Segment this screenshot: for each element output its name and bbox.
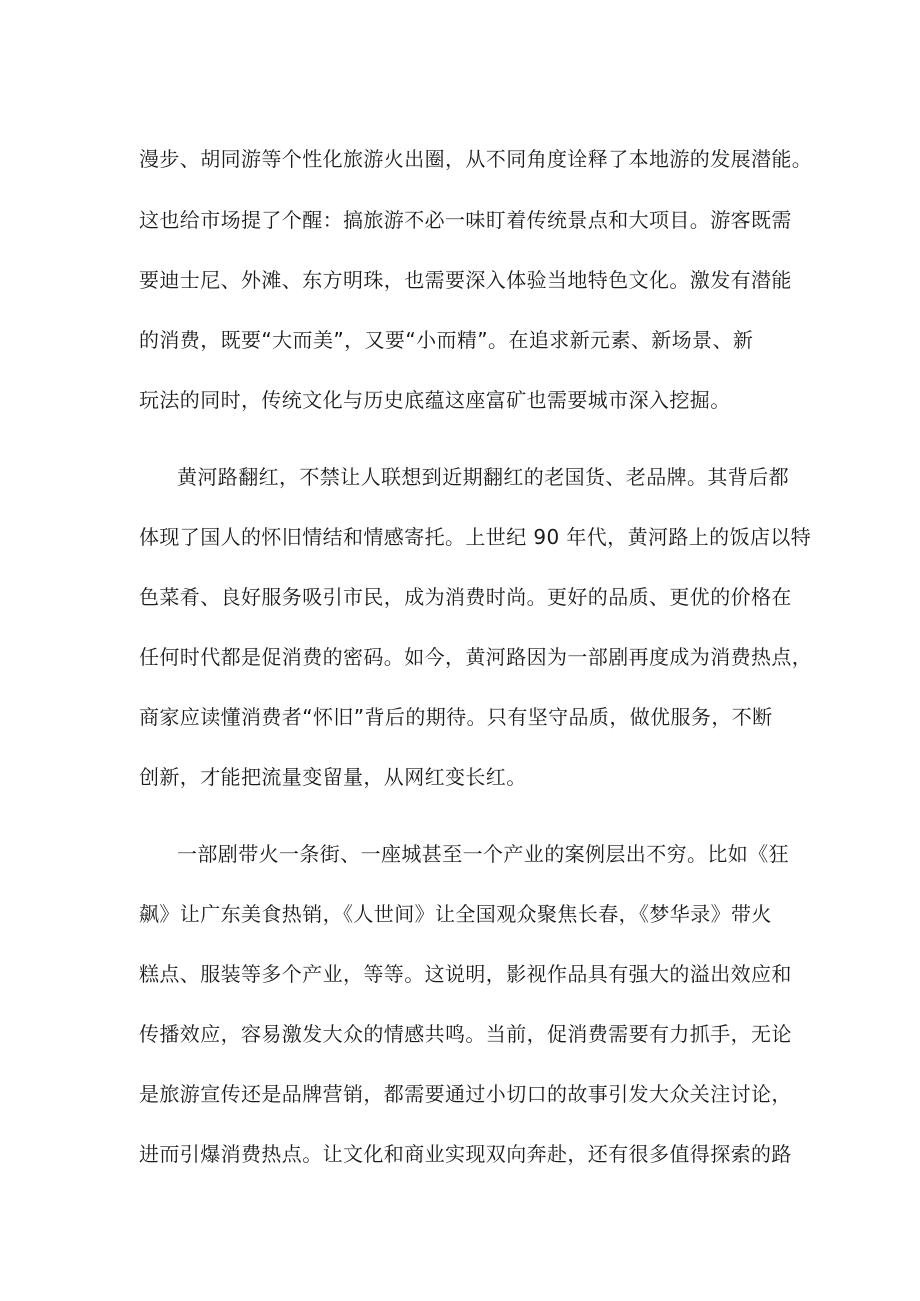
paragraph-line: 创新，才能把流量变留量，从网红变长红。 <box>139 765 527 789</box>
paragraph-line: 是旅游宣传还是品牌营销，都需要通过小切口的故事引发大众关注讨论， <box>139 1082 792 1106</box>
paragraph-line: 传播效应，容易激发大众的情感共鸣。当前，促消费需要有力抓手，无论 <box>139 1022 792 1046</box>
paragraph-line: 这也给市场提了个醒：搞旅游不必一味盯着传统景点和大项目。游客既需 <box>139 208 792 232</box>
paragraph-line: 要迪士尼、外滩、东方明珠，也需要深入体验当地特色文化。激发有潜能 <box>139 268 792 292</box>
paragraph-line: 一部剧带火一条街、一座城甚至一个产业的案例层出不穷。比如《狂 <box>177 842 789 866</box>
paragraph-line: 的消费，既要“大而美”，又要“小而精”。在追求新元素、新场景、新 <box>139 328 754 352</box>
paragraph-line: 漫步、胡同游等个性化旅游火出圈，从不同角度诠释了本地游的发展潜能。 <box>139 147 813 171</box>
paragraph-line: 任何时代都是促消费的密码。如今，黄河路因为一部剧再度成为消费热点， <box>139 645 813 669</box>
paragraph-line: 玩法的同时，传统文化与历史底蕴这座富矿也需要城市深入挖掘。 <box>139 388 731 412</box>
paragraph-line: 糕点、服装等多个产业，等等。这说明，影视作品具有强大的溢出效应和 <box>139 962 792 986</box>
paragraph-line: 色菜肴、良好服务吸引市民，成为消费时尚。更好的品质、更优的价格在 <box>139 585 792 609</box>
paragraph-line: 商家应读懂消费者“怀旧”背后的期待。只有坚守品质，做优服务，不断 <box>139 705 773 729</box>
paragraph-line: 进而引爆消费热点。让文化和商业实现双向奔赴，还有很多值得探索的路 <box>139 1142 792 1166</box>
paragraph-line: 黄河路翻红，不禁让人联想到近期翻红的老国货、老品牌。其背后都 <box>177 465 789 489</box>
paragraph-line: 体现了国人的怀旧情结和情感寄托。上世纪 90 年代，黄河路上的饭店以特 <box>139 525 812 549</box>
paragraph-line: 飙》让广东美食热销，《人世间》让全国观众聚焦长春，《梦华录》带火 <box>139 902 772 926</box>
